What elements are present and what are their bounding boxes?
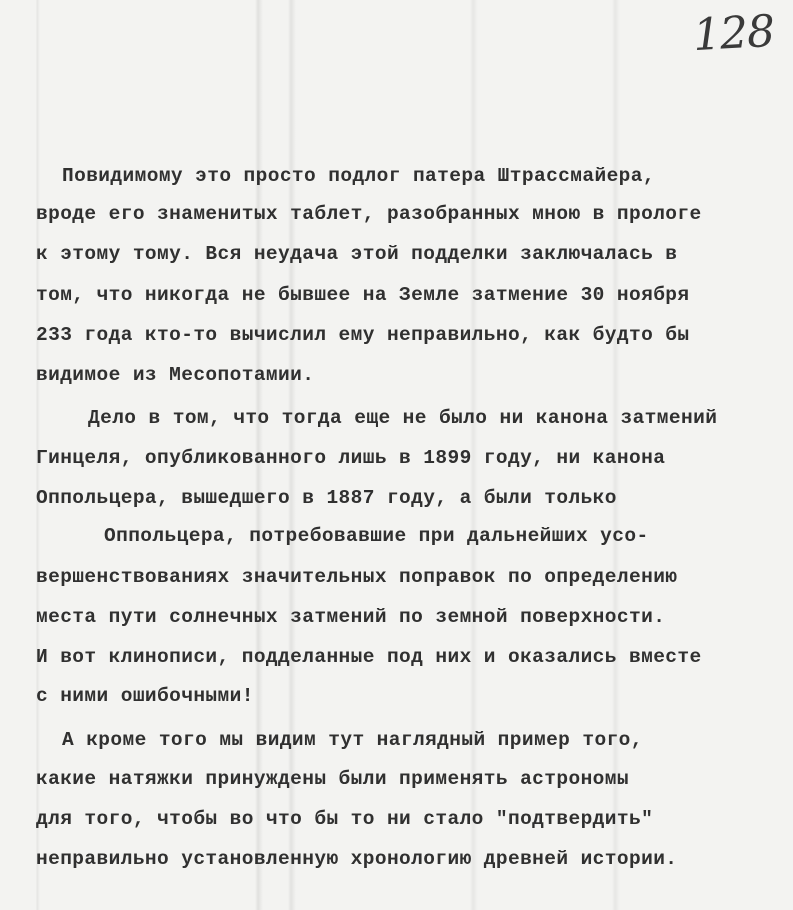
paragraph-2-line-4: Оппольцера, потребовавшие при дальнейших усо-: [104, 525, 649, 547]
paragraph-2-line-5: вершенствованиях значительных поправок по определению: [36, 566, 678, 588]
paragraph-3-line-4: неправильно установленную хронологию древней истории.: [36, 848, 678, 870]
paragraph-1-line-5: 233 года кто-то вычислил ему неправильно, как будто бы: [36, 324, 690, 346]
paragraph-2-line-6: места пути солнечных затмений по земной поверхности.: [36, 606, 666, 628]
paragraph-2-line-3: Оппольцера, вышедшего в 1887 году, а были только: [36, 487, 617, 509]
paragraph-1-line-3: к этому тому. Вся неудача этой подделки заключалась в: [36, 243, 678, 265]
paragraph-3-line-2: какие натяжки принуждены были применять астрономы: [36, 768, 629, 790]
paragraph-3-line-1: А кроме того мы видим тут наглядный пример того,: [62, 729, 643, 751]
paragraph-1-line-2: вроде его знаменитых таблет, разобранных мною в прологе: [36, 203, 702, 225]
paragraph-2-line-1: Дело в том, что тогда еще не было ни канона затмений: [88, 407, 718, 429]
page-number: 128: [691, 5, 776, 62]
paragraph-1-line-1: Повидимому это просто подлог патера Штрассмайера,: [62, 165, 655, 187]
paragraph-1-line-6: видимое из Месопотамии.: [36, 364, 315, 386]
paragraph-2-line-7: И вот клинописи, подделанные под них и оказались вместе: [36, 646, 702, 668]
paragraph-2-line-2: Гинцеля, опубликованного лишь в 1899 году, ни канона: [36, 447, 666, 469]
paragraph-3-line-3: для того, чтобы во что бы то ни стало "подтвердить": [36, 808, 654, 830]
paragraph-2-line-8: с ними ошибочными!: [36, 685, 254, 707]
paragraph-1-line-4: том, что никогда не бывшее на Земле затмение 30 ноября: [36, 284, 690, 306]
